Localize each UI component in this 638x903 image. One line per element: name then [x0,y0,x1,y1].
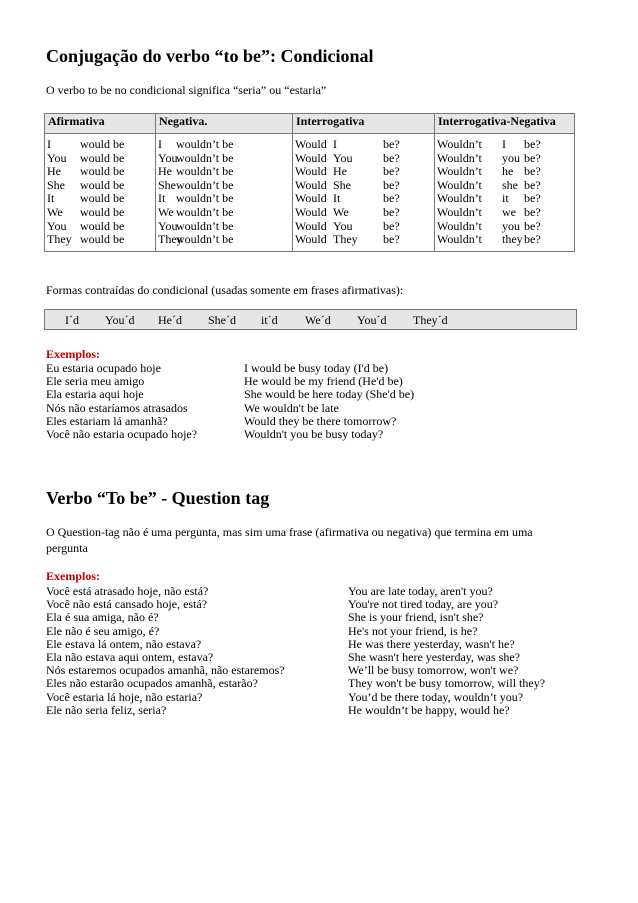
tag-example-en: We’ll be busy tomorrow, won't we? [348,663,519,678]
table-body-row [45,134,575,252]
word-interrogativa-negativa: Wouldn’t [437,150,482,165]
word-interrogativa-negativa: she [502,177,518,192]
word-interrogativa-negativa: Wouldn’t [437,191,482,206]
word-interrogativa-negativa: Wouldn’t [437,137,482,151]
tag-example-pt: Você não está cansado hoje, está? [46,597,208,612]
word-negativa: She [158,177,176,192]
table-line [47,179,155,193]
word-afirmativa: You [47,150,67,165]
word-interrogativa-negativa: he [502,164,514,179]
word-interrogativa: I [333,137,337,151]
table-line [158,152,292,166]
table-line [437,165,574,179]
example-pt: Você não estaria ocupado hoje? [46,427,198,441]
contraction-item: They´d [413,313,448,327]
word-interrogativa-negativa: we [502,204,516,219]
section1-intro: O verbo to be no condicional significa “seria” ou “estaria” [46,83,327,97]
table-line [295,179,434,193]
example-en: Wouldn't you be busy today? [244,427,384,441]
header-afirmativa: Afirmativa [45,114,156,134]
tag-example-en: They won't be busy tomorrow, will they? [348,676,546,691]
word-negativa: wouldn’t be [176,177,234,192]
contraction-item: You´d [357,313,387,327]
word-afirmativa: would be [80,164,125,179]
conjugation-table [44,113,575,252]
tag-example-pt: Ela não estava aqui ontem, estava? [46,650,214,664]
word-afirmativa: You [47,218,67,233]
contraction-item: it´d [261,313,278,327]
table-line [437,233,574,247]
word-afirmativa: We [47,204,63,219]
table-line [158,179,292,193]
word-interrogativa-negativa: be? [524,204,541,219]
section2-intro-line1: O Question-tag não é uma pergunta, mas sim uma frase (afirmativa ou negativa) que termina em uma [46,525,533,539]
word-negativa: They [158,232,183,247]
word-interrogativa-negativa: be? [524,150,541,165]
word-interrogativa: Would [295,191,327,206]
table-line [47,138,155,152]
table-line [295,206,434,220]
table-line [437,138,574,152]
tag-example-pt: Você está atrasado hoje, não está? [46,584,209,598]
table-line [158,233,292,247]
word-interrogativa-negativa: be? [524,191,541,206]
word-afirmativa: He [47,164,61,179]
word-interrogativa: You [333,150,353,165]
word-interrogativa: Would [295,150,327,165]
word-negativa: wouldn’t be [176,204,234,219]
table-line [295,233,434,247]
word-negativa: I [158,137,162,151]
word-interrogativa: be? [383,232,400,247]
section1-title: Conjugação do verbo “to be”: Condicional [46,46,374,66]
word-interrogativa-negativa: be? [524,164,541,179]
word-afirmativa: I [47,137,51,151]
example-en: Would they be there tomorrow? [244,413,397,428]
word-interrogativa-negativa: Wouldn’t [437,204,482,219]
word-interrogativa-negativa: Wouldn’t [437,177,482,192]
word-interrogativa: be? [383,150,400,165]
table-line [47,233,155,247]
table-line [158,206,292,220]
tag-example-pt: Eles não estarão ocupados amanhã, estarão? [46,676,258,691]
tag-example-pt: Ela é sua amiga, não é? [46,610,159,625]
word-negativa: It [158,191,166,206]
word-negativa: wouldn’t be [176,164,234,179]
word-afirmativa: would be [80,204,125,219]
table-line [295,165,434,179]
word-negativa: wouldn’t be [176,137,234,151]
word-interrogativa: Would [295,218,327,233]
table-line [295,138,434,152]
example-pt: Ele seria meu amigo [46,374,145,389]
word-interrogativa: Would [295,177,327,192]
word-negativa: You [158,218,178,233]
column-negativa [156,134,293,252]
word-afirmativa: would be [80,232,125,247]
word-interrogativa-negativa: Wouldn’t [437,232,482,247]
word-negativa: You [158,150,178,165]
word-interrogativa-negativa: you [502,150,520,165]
contraction-item: We´d [305,313,331,327]
table-line [437,192,574,206]
examples-label: Exemplos: [46,347,100,361]
table-line [47,165,155,179]
table-line [158,165,292,179]
word-interrogativa-negativa: be? [524,137,541,151]
table-line [158,138,292,152]
tag-example-en: She wasn't here yesterday, was she? [348,650,520,664]
example-pt: Eu estaria ocupado hoje [46,361,161,375]
tag-example-pt: Você estaria lá hoje, não estaria? [46,689,203,704]
word-interrogativa-negativa: I [502,137,506,151]
contraction-item: I´d [65,313,79,327]
table-line [437,206,574,220]
section2-title: Verbo “To be” - Question tag [46,488,270,508]
contractions-label: Formas contraídas do condicional (usadas somente em frases afirmativas): [46,283,404,297]
word-interrogativa: He [333,164,347,179]
example-en: I would be busy today (I'd be) [244,361,389,375]
word-interrogativa: be? [383,164,400,179]
tag-example-en: He's not your friend, is he? [348,623,478,638]
word-negativa: wouldn’t be [176,150,234,165]
tag-example-en: He wouldn’t be happy, would he? [348,702,510,717]
word-interrogativa-negativa: Wouldn’t [437,164,482,179]
tag-example-en: You're not tired today, are you? [348,597,499,612]
word-interrogativa: Would [295,204,327,219]
table-line [158,220,292,234]
table-line [437,220,574,234]
example-pt: Eles estariam lá amanhã? [46,413,168,428]
examples-label-2: Exemplos: [46,569,100,583]
table-line [47,220,155,234]
word-interrogativa: be? [383,191,400,206]
word-interrogativa: They [333,232,358,247]
word-interrogativa: be? [383,137,400,151]
word-interrogativa-negativa: be? [524,232,541,247]
word-interrogativa: be? [383,177,400,192]
word-afirmativa: would be [80,150,125,165]
table-line [47,152,155,166]
table-line [295,192,434,206]
column-interrogativa [293,134,435,252]
word-interrogativa: You [333,218,353,233]
word-interrogativa: We [333,204,349,219]
word-interrogativa-negativa: it [502,191,509,206]
word-interrogativa: Would [295,137,327,151]
header-interrogativa-negativa: Interrogativa-Negativa [435,114,575,134]
word-interrogativa: Would [295,232,327,247]
tag-example-pt: Ele estava lá ontem, não estava? [46,636,202,651]
contraction-item: She´d [208,313,236,327]
example-en: We wouldn't be late [244,400,339,415]
tag-example-en: You’d be there today, wouldn’t you? [348,689,524,704]
example-en: He would be my friend (He'd be) [244,374,403,389]
word-interrogativa: Would [295,164,327,179]
word-interrogativa-negativa: be? [524,218,541,233]
contraction-item: You´d [105,313,135,327]
word-interrogativa-negativa: you [502,218,520,233]
word-negativa: wouldn’t be [176,218,234,233]
table-line [47,206,155,220]
word-negativa: wouldn’t be [176,191,234,206]
word-afirmativa: would be [80,191,125,206]
word-afirmativa: would be [80,218,125,233]
word-afirmativa: would be [80,177,125,192]
word-interrogativa: She [333,177,351,192]
word-afirmativa: She [47,177,65,192]
word-interrogativa-negativa: be? [524,177,541,192]
word-negativa: He [158,164,172,179]
table-line [295,220,434,234]
example-pt: Ela estaria aqui hoje [46,387,144,402]
word-afirmativa: They [47,232,72,247]
word-interrogativa: be? [383,218,400,233]
tag-example-pt: Nós estaremos ocupados amanhã, não estaremos? [46,663,285,678]
table-line [158,192,292,206]
table-line [437,179,574,193]
example-pt: Nós não estaríamos atrasados [46,400,188,415]
tag-example-pt: Ele não é seu amigo, é? [46,623,160,638]
word-interrogativa: It [333,191,341,206]
word-interrogativa: be? [383,204,400,219]
example-en: She would be here today (She'd be) [244,387,415,402]
word-interrogativa-negativa: Wouldn’t [437,218,482,233]
word-afirmativa: would be [80,137,125,151]
table-line [47,192,155,206]
tag-example-en: She is your friend, isn't she? [348,610,484,625]
word-negativa: wouldn’t be [176,232,234,247]
table-line [437,152,574,166]
header-negativa: Negativa. [156,114,293,134]
column-interrogativa-negativa [435,134,575,252]
column-afirmativa [45,134,156,252]
word-afirmativa: It [47,191,55,206]
tag-example-en: You are late today, aren't you? [348,584,493,598]
tag-example-en: He was there yesterday, wasn't he? [348,636,515,651]
tag-example-pt: Ele não seria feliz, seria? [46,702,167,717]
header-interrogativa: Interrogativa [293,114,435,134]
table-header-row [45,114,575,134]
word-negativa: We [158,204,174,219]
table-line [295,152,434,166]
section2-intro-line2: pergunta [46,541,88,555]
word-interrogativa-negativa: they [502,232,523,247]
contractions-bar [44,309,577,330]
contraction-item: He´d [158,313,182,327]
